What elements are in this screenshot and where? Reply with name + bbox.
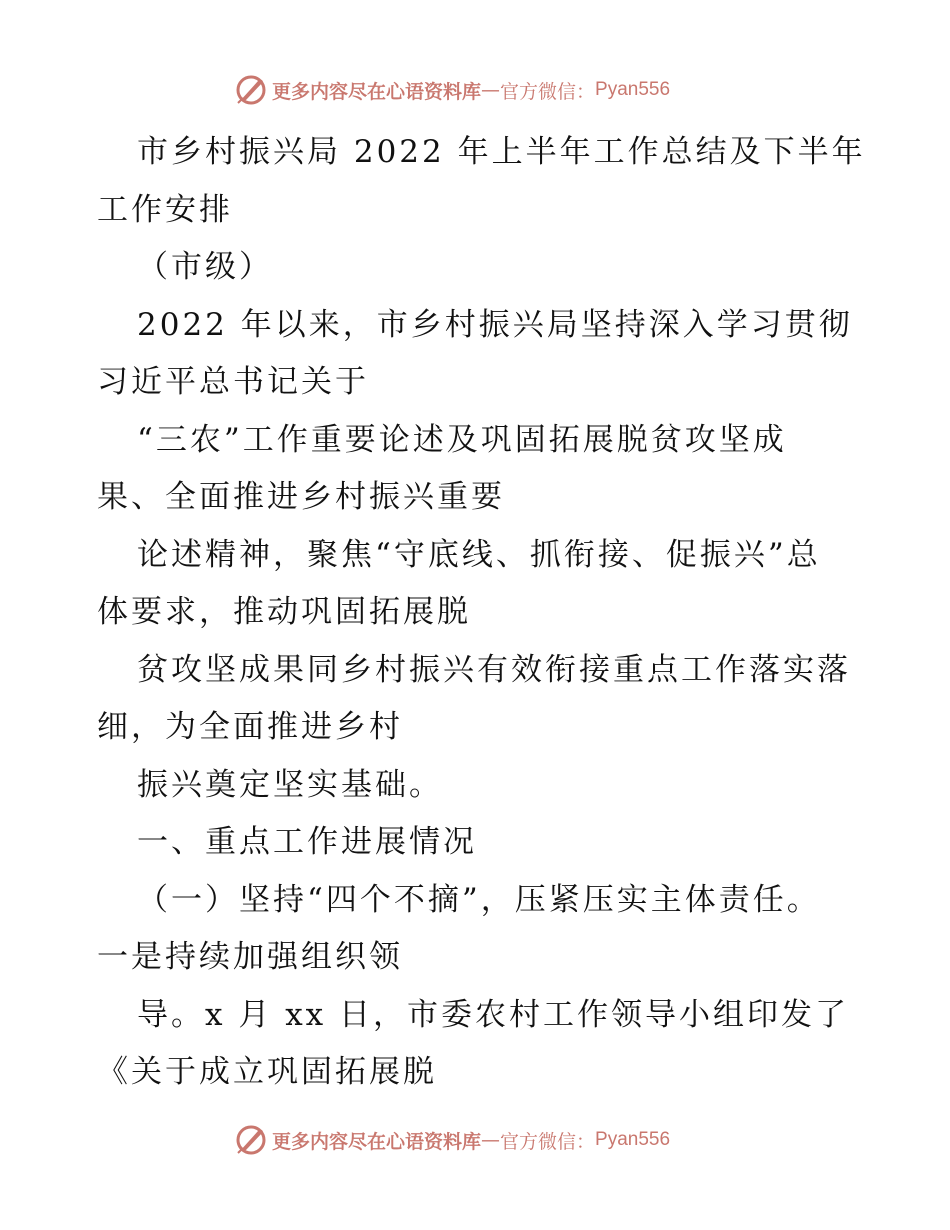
watermark-wechat-label: 官方微信： (500, 1130, 596, 1153)
text-line: 果、全面推进乡村振兴重要 (97, 479, 505, 515)
text-line: 市乡村振兴局 2022 年上半年工作总结及下半年 (137, 134, 866, 170)
watermark-slogan: 更多内容尽在心语资料库 (272, 1130, 482, 1153)
header-watermark (234, 72, 670, 108)
document-text (97, 124, 867, 1102)
watermark-wechat-id: Pyan556 (595, 1129, 671, 1150)
text-line: 体要求，推动巩固拓展脱 (97, 594, 471, 630)
section-heading: 一、重点工作进展情况 (137, 824, 477, 860)
text-line: 贫攻坚成果同乡村振兴有效衔接重点工作落实落 (137, 651, 851, 688)
text-line: 细，为全面推进乡村 (97, 709, 403, 745)
text-line: 工作安排 (97, 191, 233, 228)
text-line: 《关于成立巩固拓展脱 (97, 1054, 437, 1090)
feather-pen-seal-icon (234, 73, 268, 107)
text-line: 论述精神，聚焦“守底线、抓衔接、促振兴”总 (137, 536, 821, 573)
watermark-wechat-label: 官方微信： (500, 80, 596, 103)
text-line: 振兴奠定坚实基础。 (137, 766, 443, 803)
text-line: （一）坚持“四个不摘”，压紧压实主体责任。 (137, 881, 821, 918)
watermark-slogan: 更多内容尽在心语资料库 (272, 80, 482, 103)
text-line: （市级） (137, 249, 273, 285)
watermark-dash: — (481, 79, 501, 101)
text-line: 一是持续加强组织领 (97, 939, 403, 975)
text-line: “三农”工作重要论述及巩固拓展脱贫攻坚成 (137, 421, 787, 458)
text-line: 习近平总书记关于 (97, 364, 369, 400)
watermark-wechat-id: Pyan556 (595, 79, 671, 100)
feather-pen-seal-icon (234, 1123, 268, 1157)
text-line: 导。x 月 xx 日，市委农村工作领导小组印发了 (137, 996, 850, 1033)
watermark-dash: — (481, 1129, 501, 1151)
document-body (97, 124, 867, 1102)
footer-watermark (234, 1122, 670, 1158)
text-line: 2022 年以来，市乡村振兴局坚持深入学习贯彻 (137, 306, 853, 343)
